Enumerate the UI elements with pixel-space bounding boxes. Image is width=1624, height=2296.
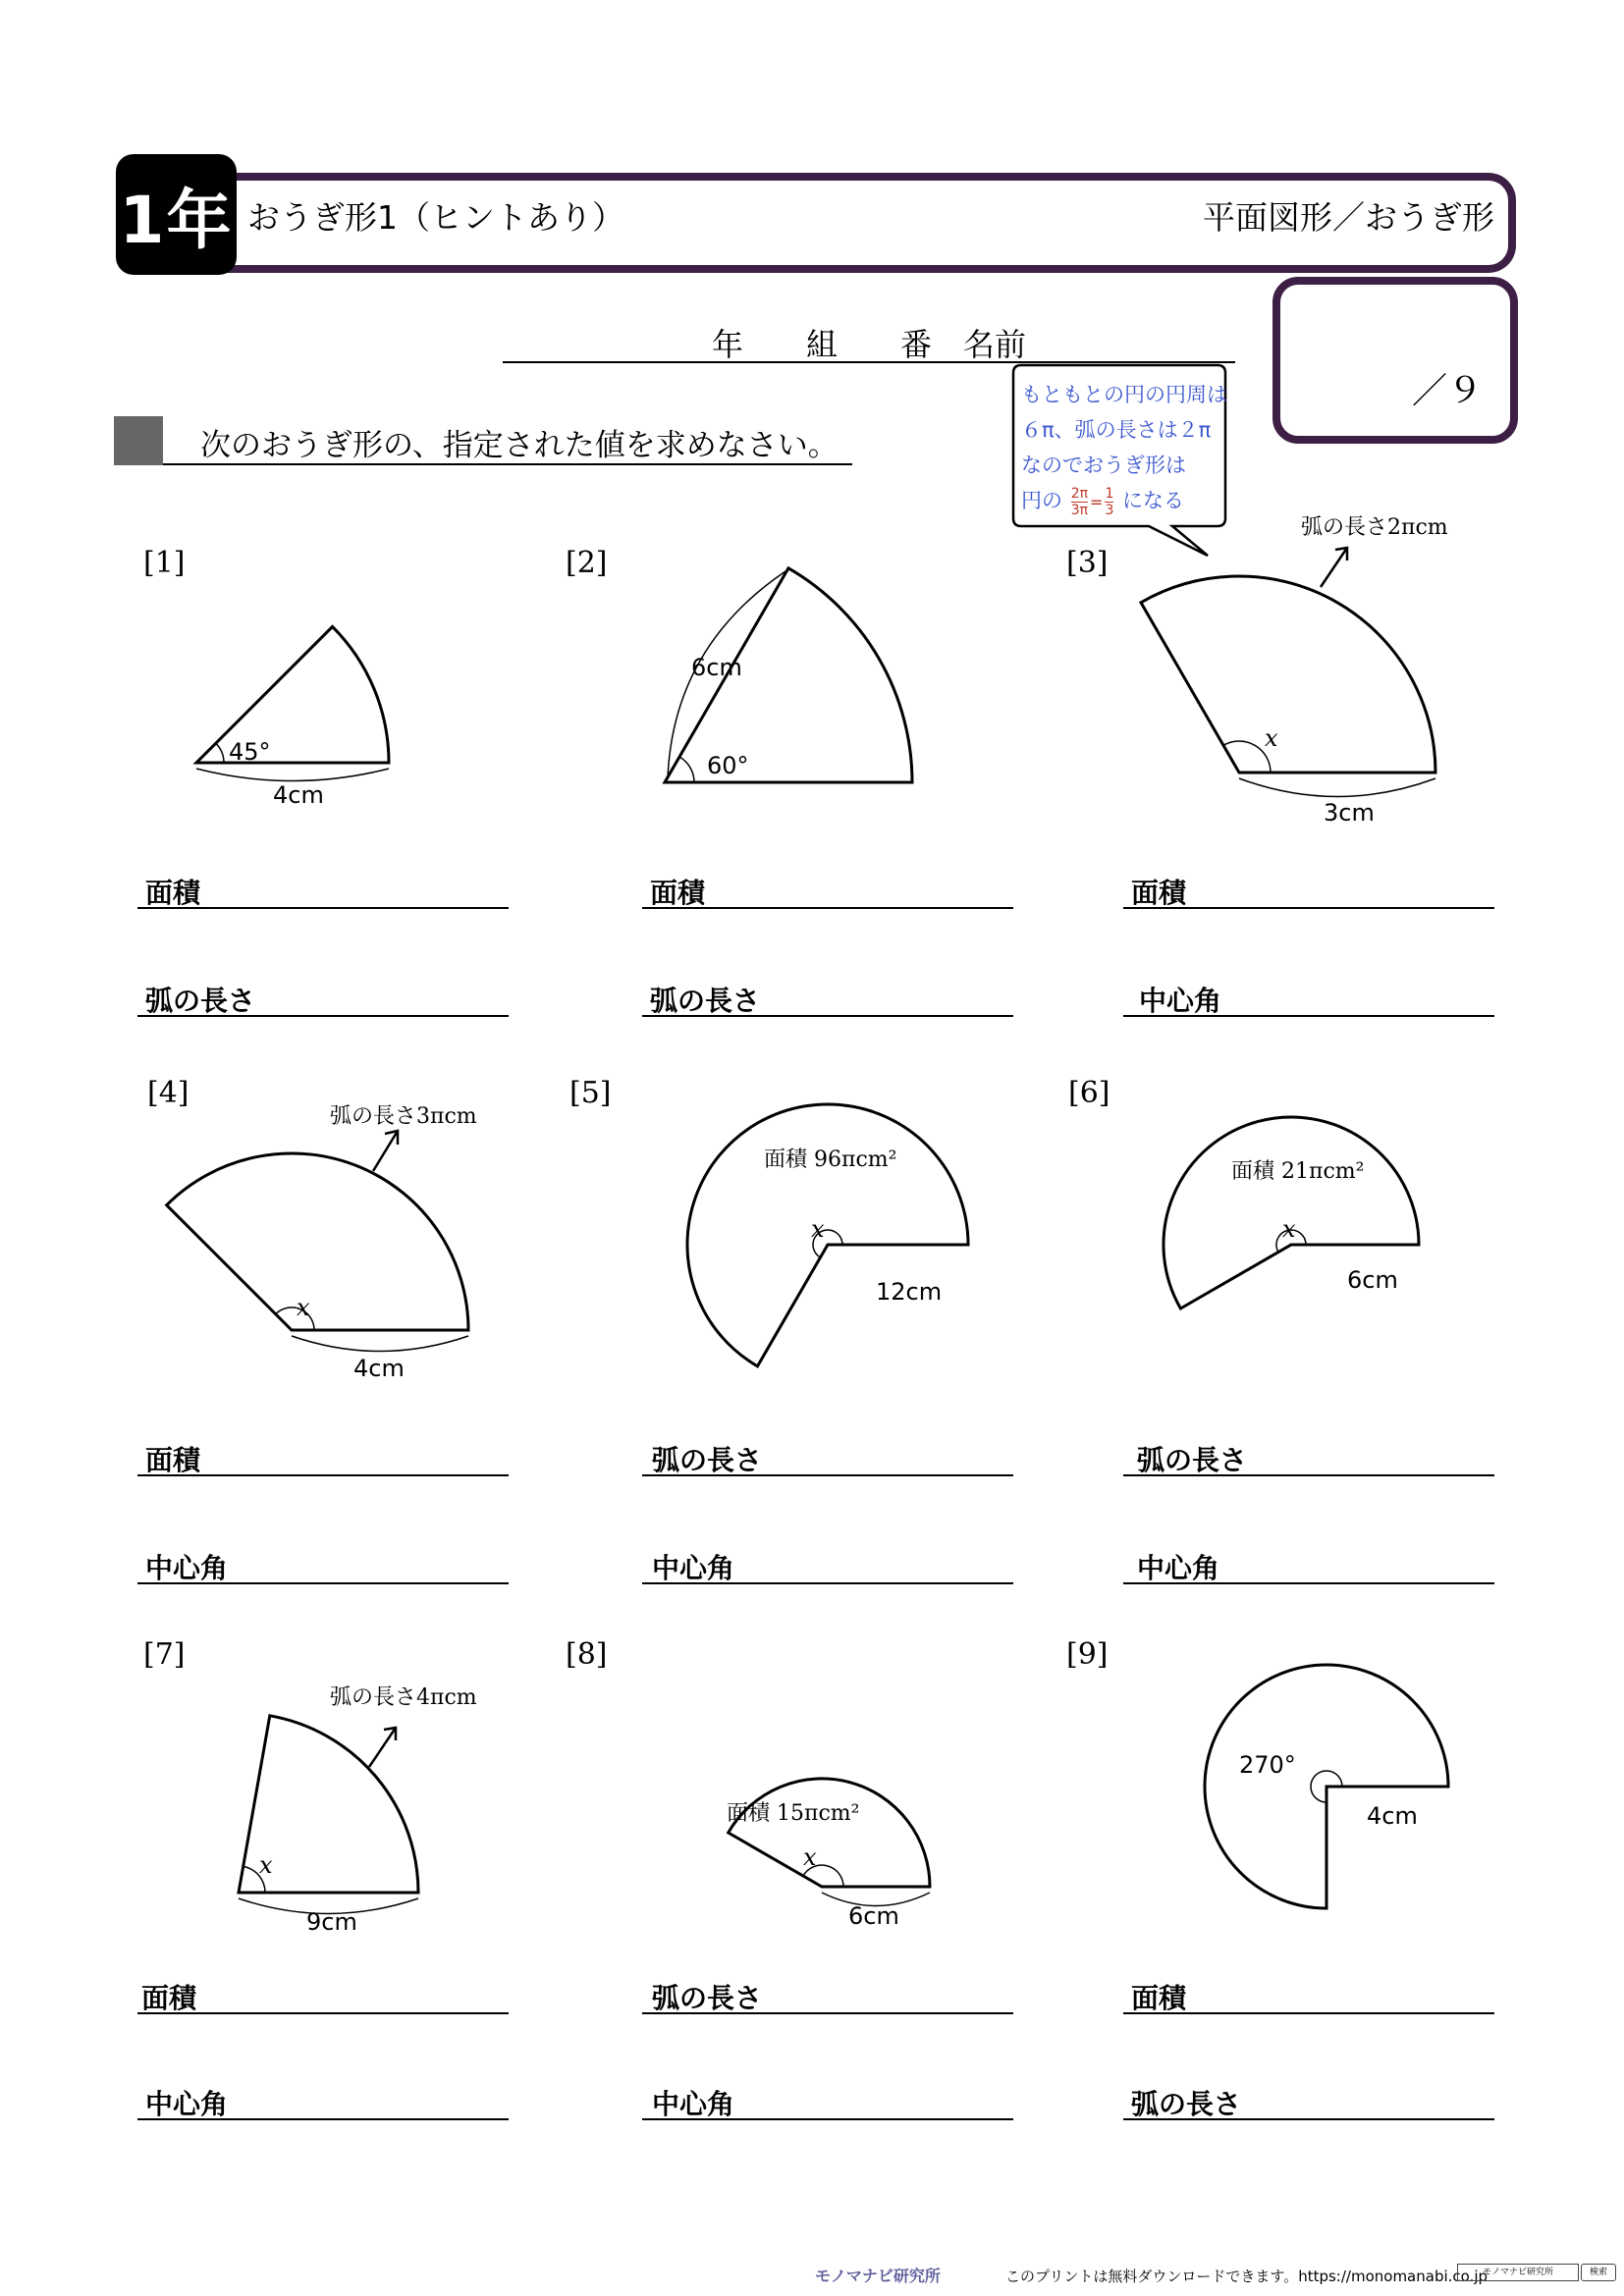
frac2-den: 3 [1105, 502, 1114, 518]
sector-4 [167, 1131, 468, 1352]
hint-line-2: ６π、弧の長さは２π [1021, 418, 1212, 442]
name-fields: 年 組 番 名前 [711, 326, 1026, 363]
problem-9-number: [9] [1066, 1637, 1109, 1672]
p5-angle-label: x [811, 1215, 825, 1243]
answer-label: 中心角 [145, 1552, 229, 1584]
p9-radius-label: 4cm [1367, 1802, 1418, 1830]
answer-label: 弧の長さ [1131, 2088, 1242, 2120]
instruction-text: 次のおうぎ形の、指定された値を求めなさい。 [200, 428, 839, 463]
p4-radius-label: 4cm [353, 1355, 405, 1382]
p1-radius-label: 4cm [273, 781, 324, 809]
p8-angle-label: x [803, 1843, 817, 1871]
p5-radius-label: 12cm [876, 1278, 943, 1306]
answer-label: 面積 [1131, 877, 1187, 909]
p8-radius-label: 6cm [848, 1902, 899, 1930]
p2-radius-label: 6cm [691, 654, 742, 681]
answer-label: 弧の長さ [652, 1444, 763, 1476]
answer-label: 弧の長さ [652, 1982, 763, 2014]
sector-1 [196, 626, 389, 780]
hint-line-3: なのでおうぎ形は [1021, 454, 1186, 477]
p7-given-label: 弧の長さ4πcm [330, 1685, 477, 1710]
p2-angle-label: 60° [707, 752, 749, 779]
answer-label: 中心角 [652, 2088, 735, 2120]
grade-badge: 1年 [116, 154, 237, 275]
hint-equals: = [1090, 493, 1104, 511]
p5-given-label: 面積 96πcm² [764, 1148, 897, 1172]
frac1-den: 3π [1070, 502, 1089, 518]
p7-angle-label: x [259, 1851, 273, 1879]
answer-label: 弧の長さ [1137, 1444, 1248, 1476]
hint-fraction-2 [1105, 486, 1113, 518]
score-label: ／９ [1412, 371, 1484, 411]
frac2-num: 1 [1105, 485, 1114, 502]
footer-logo: モノマナビ研究所 [815, 2267, 941, 2285]
worksheet-title: おうぎ形1（ヒントあり） [247, 198, 624, 237]
unit-label: 平面図形／おうぎ形 [1203, 198, 1494, 237]
p4-angle-label: x [297, 1294, 310, 1321]
footer-search-button[interactable]: 検索 [1581, 2264, 1616, 2281]
answer-label: 中心角 [1137, 1552, 1220, 1584]
p3-angle-label: x [1265, 724, 1278, 752]
answer-label: 面積 [145, 877, 201, 909]
p1-angle-label: 45° [229, 738, 271, 766]
hint-line-4-post: になる [1122, 489, 1185, 512]
p4-given-label: 弧の長さ3πcm [330, 1104, 477, 1129]
p7-radius-label: 9cm [306, 1908, 357, 1936]
sector-9 [1205, 1665, 1448, 1908]
p3-radius-label: 3cm [1324, 799, 1375, 827]
problem-6-number: [6] [1068, 1076, 1110, 1110]
sector-7 [239, 1716, 418, 1914]
answer-label: 面積 [650, 877, 706, 909]
answer-label: 面積 [145, 1444, 201, 1476]
problem-4-number: [4] [147, 1076, 189, 1110]
answer-label: 中心角 [652, 1552, 735, 1584]
problem-7-number: [7] [143, 1637, 186, 1672]
problem-8-number: [8] [566, 1637, 608, 1672]
answer-label: 中心角 [1139, 985, 1222, 1017]
answer-label: 面積 [141, 1982, 197, 2014]
hint-line-4-pre: 円の [1021, 489, 1062, 512]
hint-line-1: もともとの円の円周は [1021, 383, 1227, 406]
problem-2-number: [2] [566, 546, 608, 580]
answer-label: 弧の長さ [650, 985, 761, 1017]
hint-fraction-1 [1071, 486, 1088, 518]
problem-1-number: [1] [143, 546, 186, 580]
footer-search-input[interactable]: モノマナビ研究所 [1457, 2264, 1579, 2281]
sector-3 [1141, 548, 1435, 797]
p6-radius-label: 6cm [1347, 1266, 1398, 1294]
frac1-num: 2π [1070, 485, 1089, 502]
problem-5-number: [5] [569, 1076, 612, 1110]
answer-label: 面積 [1131, 1982, 1187, 2014]
answer-label: 弧の長さ [145, 985, 256, 1017]
problem-3-number: [3] [1066, 546, 1109, 580]
hint-line-4 [1021, 483, 1229, 520]
p6-angle-label: x [1282, 1215, 1296, 1243]
footer-text: このプリントは無料ダウンロードできます。https://monomanabi.co.jp [1005, 2268, 1489, 2285]
p9-angle-label: 270° [1239, 1751, 1296, 1779]
p6-given-label: 面積 21πcm² [1231, 1159, 1365, 1184]
p8-given-label: 面積 15πcm² [727, 1801, 860, 1826]
p3-given-label: 弧の長さ2πcm [1301, 515, 1448, 540]
answer-label: 中心角 [145, 2088, 229, 2120]
